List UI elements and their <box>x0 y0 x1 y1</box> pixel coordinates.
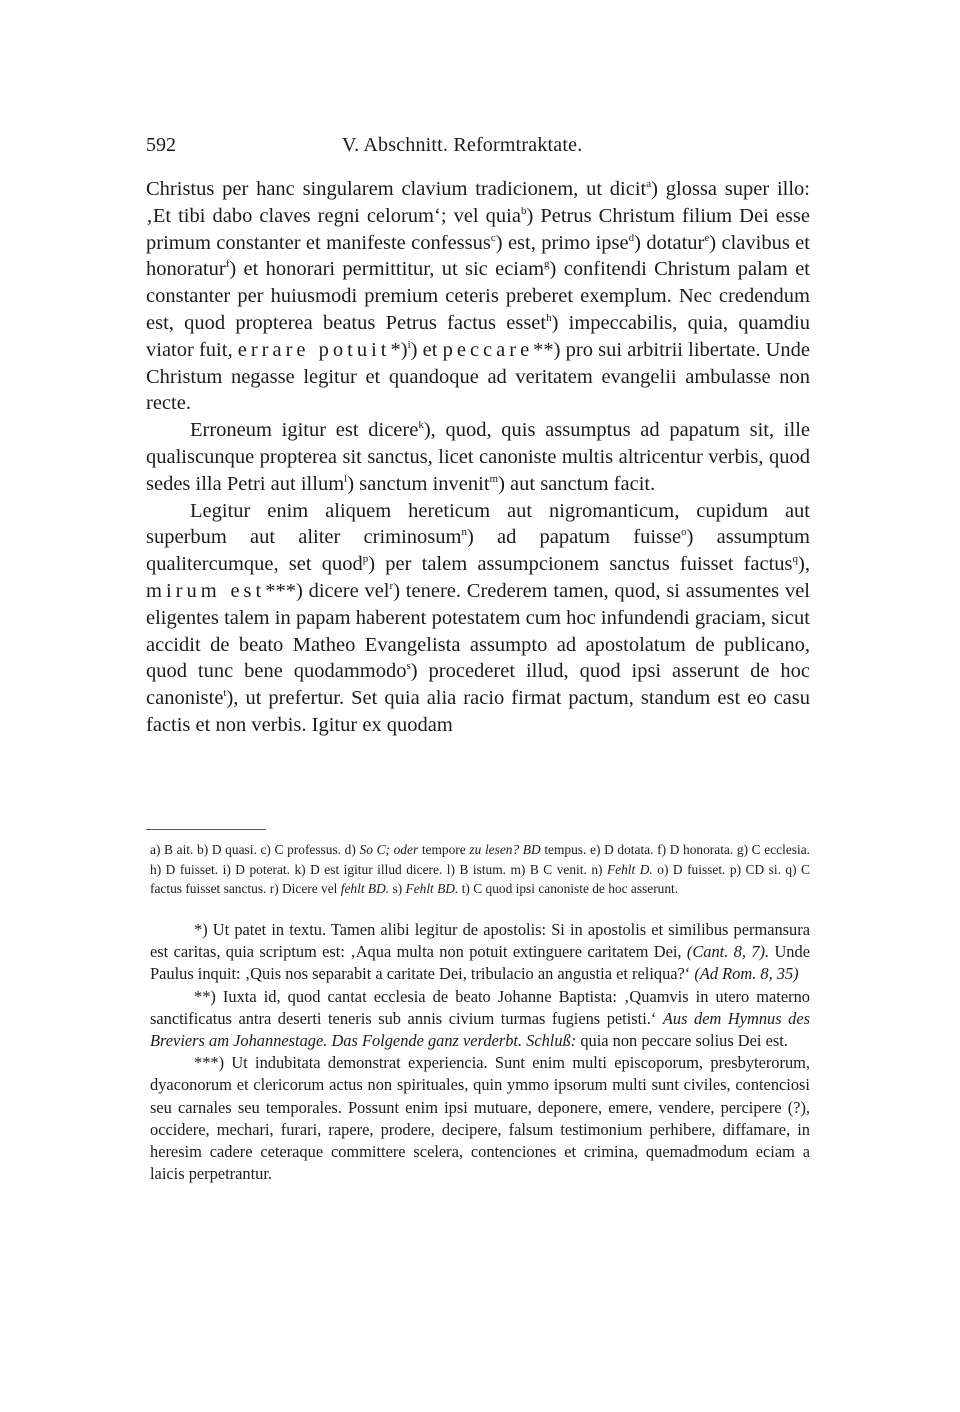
footnote-marker: c <box>490 231 496 244</box>
text-span: ) aut sanctum facit. <box>498 472 656 495</box>
footnote-marker: l <box>344 472 348 485</box>
footnote-divider <box>146 829 266 830</box>
running-title: V. Abschnitt. Reformtraktate. <box>342 134 583 156</box>
footnote-2 <box>150 986 810 1053</box>
apparatus-italic: So C; oder <box>359 842 419 857</box>
text-span: *) <box>390 338 408 361</box>
text-span: Erroneum igitur est dicere <box>190 419 419 442</box>
critical-apparatus <box>150 840 810 899</box>
spaced-text: peccare <box>442 338 534 361</box>
page-header <box>146 134 810 162</box>
spaced-text: errare potuit <box>237 338 391 361</box>
text-span: ) dotatur <box>634 231 705 254</box>
text-span: ) est, primo ipse <box>495 231 629 254</box>
footnote-italic: (Ad Rom. 8, 35) <box>694 964 799 984</box>
text-span: ) glossa super illo: ‚Et tibi dabo claves regni celorum‘; vel quia <box>146 178 811 227</box>
apparatus-italic: Fehlt BD. <box>405 881 459 896</box>
text-span: ), <box>798 553 810 576</box>
text-span: ) tenere. Crederem tamen, quod, si assumentes vel eligentes talem in papam haberent potestatem cum hoc infundendi graciam, sicut accidit de beato Matheo Evangelista assumpto ad apostolatum de publicano, quod tunc bene quodammodo <box>146 579 810 683</box>
text-span: Christus per hanc singularem clavium tradicionem, ut dicit <box>146 178 647 200</box>
footnote-3 <box>150 1052 810 1185</box>
paragraph-2 <box>146 417 810 497</box>
footnote-marker: e <box>704 231 710 244</box>
text-span: ) confitendi Christum palam et constanter per huiusmodi premium ceteris preberet exemplum. Nec credendum est, quod propterea beatus Petrus factus esset <box>146 258 810 334</box>
footnote-marker: m <box>489 472 499 485</box>
footnote-marker: s <box>406 660 411 673</box>
apparatus-text: s) <box>392 881 403 896</box>
footnote-marker: p <box>362 553 369 566</box>
apparatus-text: tempus. e) D dotata. f) D honorata. g) C ecclesia. h) D fuisset. i) D poterat. k) D est igitur illud dicere. l) B istum. m) B C venit. n) <box>150 842 810 877</box>
explanatory-footnotes <box>150 919 810 1185</box>
apparatus-text: t) C quod ipsi canoniste de hoc asserunt. <box>461 881 679 896</box>
footnote-marker: k <box>418 419 424 432</box>
apparatus-italic: fehlt BD. <box>340 881 390 896</box>
footnote-marker: d <box>628 231 635 244</box>
footnote-marker: b <box>520 204 527 217</box>
text-span: Legitur enim aliquem hereticum aut nigromanticum, cupidum aut superbum aut aliter criminosum <box>146 499 810 549</box>
apparatus-text: a) B ait. b) D quasi. c) C professus. d) <box>150 842 356 857</box>
footnote-marker: q <box>792 553 799 566</box>
apparatus-text: o) D fuisset. p) CD si. q) C factus fuisset sanctus. r) Dicere vel <box>150 861 810 896</box>
apparatus-text: tempore <box>421 842 466 857</box>
text-span: ***) dicere vel <box>265 579 390 602</box>
text-span: ) et honorari permittitur, ut sic eciam <box>229 258 545 281</box>
text-span: **) pro sui arbitrii libertate. Unde Christum negasse legitur et quandoque ad veritatem evangelii ambulasse non recte. <box>146 338 810 415</box>
footnote-italic: Aus dem Hymnus des Breviers am Johannestage. Das Folgende ganz verderbt. Schluß: <box>150 1008 810 1051</box>
text-span: ) ad papatum fuisse <box>466 526 682 549</box>
footnote-marker: i <box>407 338 411 351</box>
text-span: ) clavibus et honoratur <box>146 231 810 281</box>
text-span: ) impeccabilis, quia, quamdiu viator fuit, <box>146 311 810 361</box>
text-span: ) et <box>410 338 438 361</box>
spaced-text: mirum est <box>146 579 266 602</box>
footnote-marker: g <box>544 258 550 271</box>
footnote-text: **) Iuxta id, quod cantat ecclesia de beato Johanne Baptista: ‚Quamvis in utero materno sanctificatus antra deserti teneris sub annis civium turmas fugiens petisti.‘ <box>150 986 810 1028</box>
footnote-text: ***) Ut indubitata demonstrat experiencia. Sunt enim multi episcoporum, presbyterorum, dyaconorum et clericorum actus non spirituales, quin ymmo ipsorum multi sunt civiles, contenciosi seu carnales seu temporales. Possunt enim ipsi mutuare, deponere, emere, vendere, percipere (?), occidere, mechari, furari, rapere, prodere, decipere, falsum testimonium perhibere, diffamare, in heresim cadere ceteraque committere scelera, contenciones et crimina, quemadmodum eciam a laicis perpetrantur. <box>150 1053 810 1184</box>
paragraph-1 <box>146 176 810 417</box>
footnote-marker: n <box>461 526 467 539</box>
footnote-text: quia non peccare solius Dei est. <box>580 1031 788 1051</box>
apparatus-italic: zu lesen? BD <box>469 842 541 857</box>
text-span: ) Petrus Christum filium Dei esse primum constanter et manifeste confessus <box>146 204 810 254</box>
text-span: ) per talem assumpcionem sanctus fuisset factus <box>368 553 793 576</box>
text-span: ) assumptum qualitercumque, set quod <box>146 526 811 576</box>
text-span: ), quod, quis assumptus ad papatum sit, ille qualiscunque propterea sit sanctus, licet canoniste multis altricentur verbis, quod sedes illa Petri aut illum <box>146 419 810 495</box>
footnote-marker: t <box>223 687 227 700</box>
footnote-italic: (Cant. 8, 7). <box>686 942 770 962</box>
footnote-1 <box>150 919 810 986</box>
footnote-marker: a <box>646 178 652 190</box>
page-number: 592 <box>146 134 176 156</box>
footnote-marker: h <box>546 311 552 324</box>
text-span: ) sanctum invenit <box>347 472 490 495</box>
footnote-marker: o <box>681 526 687 539</box>
apparatus-italic: Fehlt D. <box>606 861 653 877</box>
footnote-marker: r <box>389 579 394 592</box>
footnote-text: *) Ut patet in textu. Tamen alibi legitur de apostolis: Si in apostolis et similibus permansura est caritas, quia scriptum est: ‚Aqua multa non potuit extinguere caritatem Dei, <box>150 920 810 962</box>
paragraph-3 <box>146 498 810 739</box>
footnote-marker: f <box>225 258 230 271</box>
text-span: ) procederet illud, quod ipsi asserunt de hoc canoniste <box>146 660 810 710</box>
text-span: ), ut prefertur. Set quia alia racio firmat pactum, standum est eo casu factis et non verbis. Igitur ex quodam <box>146 687 810 736</box>
footnote-text: Unde Paulus inquit: ‚Quis nos separabit a caritate Dei, tribulacio an angustia et reliqua?‘ <box>150 942 810 984</box>
main-text <box>146 176 810 739</box>
